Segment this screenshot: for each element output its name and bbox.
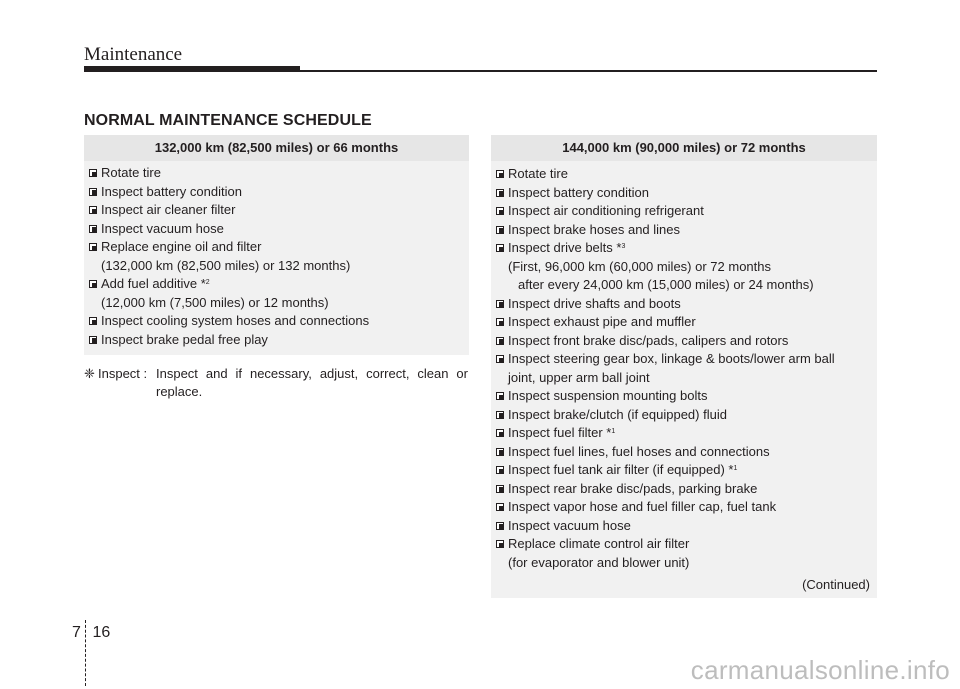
checkbox-bullet-icon [496, 429, 504, 437]
checklist-item-text: Inspect air cleaner filter [101, 202, 236, 217]
footnote-marker: 1 [733, 465, 738, 472]
checkbox-bullet-icon [496, 337, 504, 345]
left-panel-body [84, 161, 469, 355]
checklist-item-text: Inspect air conditioning refrigerant [508, 203, 704, 218]
checklist-item [496, 480, 869, 499]
checklist-item-text: Inspect battery condition [508, 184, 649, 200]
right-panel-heading: 144,000 km (90,000 miles) or 72 months [491, 135, 877, 161]
checklist-item-text: Inspect cooling system hoses and connections [101, 313, 370, 328]
checklist-item [496, 498, 869, 517]
checklist-item-text: Inspect exhaust pipe and muffler [508, 314, 696, 329]
checklist-item [496, 443, 869, 462]
checklist-item [496, 461, 869, 480]
checkbox-bullet-icon [496, 411, 504, 419]
checklist-item-text: Inspect vacuum hose [101, 220, 224, 236]
checklist-item [496, 517, 869, 536]
checklist-item-text: Inspect front brake disc/pads, calipers and rotors [508, 332, 789, 348]
checkbox-bullet-icon [496, 207, 504, 215]
checklist-item [89, 275, 461, 312]
checklist-item [496, 424, 869, 443]
checklist-item-text: Inspect fuel filter * [508, 425, 612, 440]
checkbox-bullet-icon [496, 355, 504, 363]
page-number [72, 624, 110, 642]
footnote-marker: 3 [621, 243, 626, 250]
checklist-item-text: Inspect rear brake disc/pads, parking brake [508, 480, 758, 496]
checklist-item-text: Inspect fuel tank air filter (if equipped) * [508, 462, 734, 477]
chapter-number: 7 [72, 624, 81, 641]
checkbox-bullet-icon [89, 243, 97, 251]
footnote-marker: 1 [611, 428, 616, 435]
checklist-item-detail: (12,000 km (7,500 miles) or 12 months) [101, 294, 329, 310]
checklist-item [89, 201, 461, 220]
checklist-item [89, 220, 461, 239]
checklist-item-text: Inspect vacuum hose [508, 517, 631, 533]
checkbox-bullet-icon [89, 169, 97, 177]
watermark: carmanualsonline.info [690, 655, 950, 685]
checklist-item-text: Rotate tire [101, 165, 161, 180]
checkbox-bullet-icon [496, 226, 504, 234]
checkbox-bullet-icon [496, 189, 504, 197]
checklist-item-detail: joint, upper arm ball joint [508, 369, 650, 385]
header-title: Maintenance [84, 44, 183, 65]
checklist-item [496, 295, 869, 314]
checklist-item-detail: (132,000 km (82,500 miles) or 132 months) [101, 257, 351, 273]
section-title: NORMAL MAINTENANCE SCHEDULE [84, 112, 372, 129]
checklist-item [496, 202, 869, 221]
checklist-item-text: Replace climate control air filter [508, 536, 690, 551]
checklist-item [496, 387, 869, 406]
checkbox-bullet-icon [496, 170, 504, 178]
checklist-item-text: Inspect fuel lines, fuel hoses and connections [508, 443, 770, 459]
checkbox-bullet-icon [496, 466, 504, 474]
checkbox-bullet-icon [89, 206, 97, 214]
checkbox-bullet-icon [89, 336, 97, 344]
checklist-item [89, 331, 461, 350]
checklist-item-text: Add fuel additive * [101, 276, 206, 291]
checkbox-bullet-icon [496, 244, 504, 252]
page-separator [85, 620, 86, 686]
checklist-item [496, 165, 869, 184]
checklist-item-text: Inspect battery condition [101, 183, 242, 199]
checklist-item [496, 313, 869, 332]
checkbox-bullet-icon [89, 188, 97, 196]
checklist-item-detail: (for evaporator and blower unit) [508, 554, 690, 570]
checkbox-bullet-icon [496, 485, 504, 493]
checkbox-bullet-icon [496, 300, 504, 308]
checklist-item-text: Inspect brake hoses and lines [508, 221, 680, 237]
note-text: Inspect and if necessary, adjust, correct, clean or replace. [156, 366, 468, 399]
checkbox-bullet-icon [496, 540, 504, 548]
checklist-item-detail: (First, 96,000 km (60,000 miles) or 72 months [508, 258, 771, 274]
left-checklist [89, 164, 461, 349]
checklist-item [496, 350, 869, 387]
checkbox-bullet-icon [496, 318, 504, 326]
checklist-item [496, 184, 869, 203]
left-panel-heading: 132,000 km (82,500 miles) or 66 months [84, 135, 469, 161]
checklist-item-text: Inspect suspension mounting bolts [508, 388, 708, 403]
checklist-item-text: Inspect steering gear box, linkage & boots/lower arm ball [508, 351, 835, 366]
checklist-item-detail: after every 24,000 km (15,000 miles) or 24 months) [518, 277, 814, 292]
checklist-item [496, 221, 869, 240]
checklist-item [89, 164, 461, 183]
checkbox-bullet-icon [89, 225, 97, 233]
checklist-item [89, 312, 461, 331]
checkbox-bullet-icon [89, 280, 97, 288]
checkbox-bullet-icon [496, 522, 504, 530]
checklist-item [496, 406, 869, 425]
checklist-item-text: Inspect drive belts * [508, 240, 622, 255]
note-symbol: ❈ [84, 366, 95, 381]
right-checklist [496, 165, 869, 572]
checklist-item-text: Inspect vapor hose and fuel filler cap, fuel tank [508, 499, 777, 514]
checklist-item-text: Inspect drive shafts and boots [508, 295, 681, 311]
checkbox-bullet-icon [496, 503, 504, 511]
checklist-item-text: Inspect brake/clutch (if equipped) fluid [508, 406, 727, 422]
checklist-item [496, 535, 869, 572]
checklist-item-text: Inspect brake pedal free play [101, 331, 268, 347]
inspect-note [84, 365, 468, 401]
footnote-marker: 2 [205, 279, 210, 286]
right-panel-body [491, 161, 877, 598]
checkbox-bullet-icon [89, 317, 97, 325]
note-label: Inspect : [98, 366, 148, 381]
checklist-item [89, 238, 461, 275]
header-rule-thick [84, 66, 300, 72]
checklist-item-text: Replace engine oil and filter [101, 239, 262, 254]
checklist-item [496, 332, 869, 351]
checkbox-bullet-icon [496, 448, 504, 456]
continued-label: (Continued) [802, 577, 870, 592]
checkbox-bullet-icon [496, 392, 504, 400]
page-number-value: 16 [92, 624, 111, 641]
checklist-item-text: Rotate tire [508, 166, 568, 181]
checklist-item [89, 183, 461, 202]
header-rule-thin [300, 70, 877, 72]
checklist-item [496, 239, 869, 295]
